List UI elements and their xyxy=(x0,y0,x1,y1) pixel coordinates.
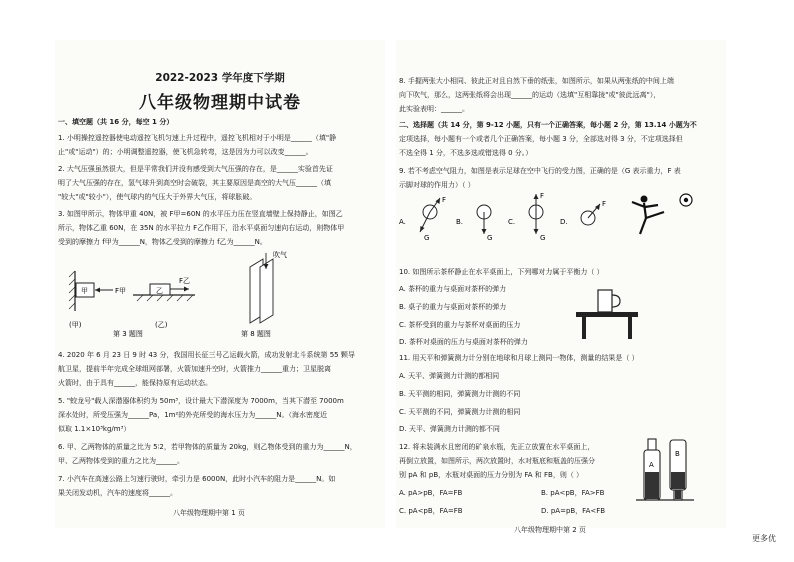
q9-option-d-label: D. xyxy=(560,218,568,226)
q7-line-1: 7. 小汽车在高速公路上匀速行驶时，牵引力是 6000N，此时小汽车的阻力是______N。如 xyxy=(58,475,336,483)
cup-on-table-figure xyxy=(576,288,646,348)
ball-a-g-label: G xyxy=(424,234,430,242)
blow-label: 吹气 xyxy=(273,251,287,259)
figures-q3-q8 xyxy=(55,251,385,338)
page-2-footer: 八年级物理期中第 2 页 xyxy=(514,526,586,534)
fig-yi-caption: (乙) xyxy=(155,321,168,329)
q8-line-1: 8. 手握两张大小相同、彼此正对且自然下垂的纸张，如图所示，如果从两张纸的中间上端 xyxy=(399,77,674,85)
exam-year-title: 2022-2023 学年度下学期 xyxy=(155,72,285,84)
bottles-figure xyxy=(632,436,702,504)
q8-line-3: 此实验表明：______。 xyxy=(399,105,469,113)
q12-option-d: D. pA=pB，FA<FB xyxy=(541,507,606,515)
bottle-b-label: B xyxy=(675,450,680,458)
q2-line-3: "较大"或"较小"），使气球内的气压大于外界大气压，将球胀破。 xyxy=(58,193,257,201)
q9-line-1: 9. 若不考虑空气阻力，如图是表示足球在空中飞行的受力图，正确的是（G 表示重力，F 表 xyxy=(399,167,681,175)
q11-option-c: C. 天平测的不同，弹簧测力计测的相同 xyxy=(399,408,521,416)
q1-line-2: 止"或"运动"）的；小明调整遥控器，使飞机急转弯，这是因为力可以改变______。 xyxy=(58,148,313,156)
section-choice-line-3: 不选全得 1 分，不选多选或错选得 0 分。） xyxy=(399,149,533,157)
q10-option-c: C. 茶杯受到的重力与茶杯对桌面的压力 xyxy=(399,321,521,329)
q3-line-3: 受到的摩擦力 f甲为______N，物体乙受到的摩擦力 f乙为______N。 xyxy=(58,238,267,246)
q3-line-2: 所示，物体乙重 60N，在 35N 的水平拉力 F乙作用下，沿水平桌面匀速向右运动，则物体甲 xyxy=(58,224,345,232)
bottle-upright xyxy=(644,439,660,500)
q10-option-a: A. 茶杯的重力与桌面对茶杯的弹力 xyxy=(399,285,507,293)
section-fill-in-heading: 一、填空题（共 16 分，每空 1 分） xyxy=(58,118,174,126)
q9-force-diagrams xyxy=(396,194,726,254)
cup-handle xyxy=(612,295,620,307)
block-yi-label: 乙 xyxy=(156,287,163,295)
q7-line-2: 果关闭发动机，汽车的速度将______。 xyxy=(58,489,177,497)
q10-option-d: D. 茶杯对桌面的压力与桌面对茶杯的弹力 xyxy=(399,338,528,346)
q11-option-a: A. 天平、弹簧测力计测的都相同 xyxy=(399,372,500,380)
q5-line-2: 深水处时，所受压强为______Pa，1m²的外壳所受的海水压力为______N。（海水密度近 xyxy=(58,411,328,419)
q6-line-2: 甲、乙两物体受到的重力之比为______。 xyxy=(58,457,184,465)
q12-option-b: B. pA<pB，FA>FB xyxy=(541,489,605,497)
tea-cup xyxy=(598,290,612,312)
q4-line-3: 火箭时，由于具有______，能保持原有运动状态。 xyxy=(58,379,212,387)
q12-option-a: A. pA>pB，FA=FB xyxy=(399,489,463,497)
q9-option-c-label: C. xyxy=(508,218,516,226)
fig8-caption: 第 8 题图 xyxy=(241,330,271,338)
q1-line-1: 1. 小明操控遥控器使电动遥控飞机匀速上升过程中，遥控飞机相对于小明是______（填"静 xyxy=(58,134,337,142)
q6-line-1: 6. 甲、乙两物体的质量之比为 5∶2，若甲物体的质量为 20kg，则乙物体受到的重力为______N， xyxy=(58,443,357,451)
q12-line-3: 别 pA 和 pB，水瓶对桌面的压力分别为 FA 和 FB，则（ ） xyxy=(399,471,584,479)
exam-main-title: 八年级物理期中试卷 xyxy=(139,93,301,113)
ball-d-f-label: F xyxy=(602,200,607,208)
right-page xyxy=(396,40,726,534)
section-choice-heading: 二、选择题（共 14 分，第 9-12 小题，只有一个正确答案，每小题 2 分，第 13.14 小题为不 xyxy=(399,121,697,129)
force-yi-label: F乙 xyxy=(179,277,191,285)
q10-option-b: B. 桌子的重力与桌面对茶杯的弹力 xyxy=(399,303,507,311)
q4-line-1: 4. 2020 年 6 月 23 日 9 时 43 分，我国用长征三号乙运载火箭，成功发射北斗系统第 55 颗导 xyxy=(58,351,355,359)
table-top xyxy=(576,312,638,317)
force-jia-label: F甲 xyxy=(115,287,127,295)
q11-option-d: D. 天平、弹簧测力计测的都不同 xyxy=(399,425,500,433)
q12-line-1: 12. 将未装满水且密闭的矿泉水瓶，先正立放置在水平桌面上， xyxy=(399,443,595,451)
ball-c-g-label: G xyxy=(540,234,546,242)
q2-line-2: 明了大气压强的存在，氢气球升到高空时会破裂，其主要原因是高空的大气压______（填 xyxy=(58,179,331,187)
ball-a-f-label: F xyxy=(442,196,447,204)
corner-watermark-text: 更多优 xyxy=(752,534,776,543)
q9-option-a-label: A. xyxy=(399,218,406,226)
fig3-caption: 第 3 题图 xyxy=(113,330,143,338)
q4-line-2: 航卫星，提前半年完成全球组网部署，火箭加速升空时，火箭推力______重力；卫星脱离 xyxy=(58,365,331,373)
bottle-inverted xyxy=(670,440,686,500)
paper-sheet-right xyxy=(260,259,273,323)
q11-stem: 11. 用天平和弹簧测力计分别在地球和月球上测同一物体，测量的结果是（ ） xyxy=(399,354,639,362)
q9-line-2: 示脚对球的作用力）（ ） xyxy=(399,181,475,189)
q2-line-1: 2. 大气压强虽然很大，但是平常我们并没有感受到大气压强的存在，是______实验首先证 xyxy=(58,165,333,173)
block-jia-label: 甲 xyxy=(81,287,88,295)
q3-line-1: 3. 如图甲所示，物体甲重 40N，被 F甲=60N 的水平压力压在竖直墙壁上保持静止，如图乙 xyxy=(58,210,343,218)
q10-stem: 10. 如图所示茶杯静止在水平桌面上，下列哪对力属于平衡力（ ） xyxy=(399,268,604,276)
section-choice-line-2: 定项选择，每小题有一个或者几个正确答案，每小题 3 分，全部选对得 3 分，不定项选择但 xyxy=(399,135,683,143)
left-page xyxy=(55,40,385,528)
soccer-player-illustration xyxy=(632,196,664,235)
q11-option-b: B. 天平测的相同，弹簧测力计测的不同 xyxy=(399,390,521,398)
q12-option-c: C. pA<pB，FA=FB xyxy=(399,507,463,515)
q8-line-2: 向下吹气，那么，这两张纸将会出现______的运动（选填"互相靠拢"或"彼此远离"）， xyxy=(399,91,661,99)
q9-option-b-label: B. xyxy=(456,218,464,226)
ball-c-f-label: F xyxy=(540,192,545,200)
ball-b-g-label: G xyxy=(487,234,493,242)
page-1-footer: 八年级物理期中第 1 页 xyxy=(173,509,245,517)
q12-line-2: 再倒立放置，如图所示，两次放置时，水对瓶底和瓶盖的压强分 xyxy=(399,457,595,465)
bottle-a-label: A xyxy=(649,461,654,469)
fig-jia-caption: (甲) xyxy=(69,321,82,329)
q5-line-1: 5. "蛟龙号"载人深潜器体积约为 50m³，设计最大下潜深度为 7000m，当其下潜至 7000m xyxy=(58,397,344,405)
q5-line-3: 似取 1.1×10³kg/m³） xyxy=(58,425,131,433)
